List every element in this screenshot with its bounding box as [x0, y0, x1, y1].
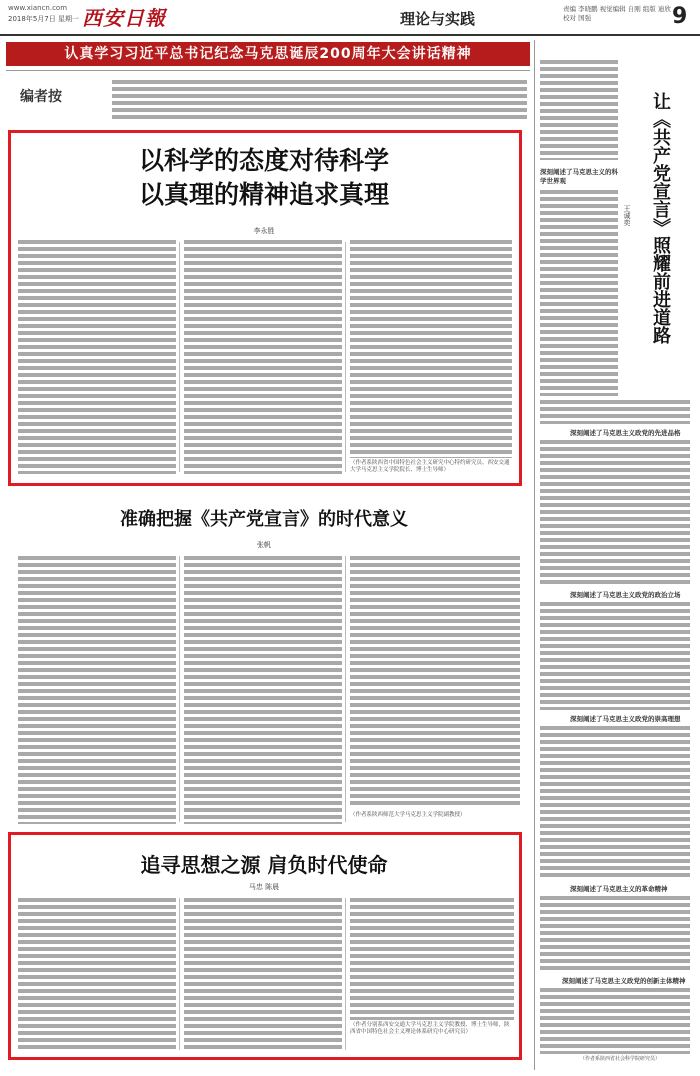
article-1-col-sep [345, 242, 346, 472]
sidebar-text-1 [540, 190, 618, 396]
sidebar-text-top [540, 60, 618, 160]
article-1-col-2 [184, 240, 342, 474]
column-divider [534, 40, 535, 1070]
sidebar-text-2 [540, 440, 690, 586]
sidebar-text-6 [540, 988, 690, 1054]
article-2-col-3 [350, 556, 520, 808]
article-2-col-1 [18, 556, 176, 824]
article-3-author-note: （作者分别系西安交通大学马克思主义学院教授、博士生导师，陕西省中国特色社会主义理论体系研究中心研究员） [350, 1022, 510, 1035]
article-1-col-3 [350, 240, 512, 458]
article-3-author: 马忠 陈晨 [248, 883, 280, 891]
article-2-author-note: （作者系陕西师范大学马克思主义学院副教授） [350, 812, 466, 818]
topic-banner: 认真学习习近平总书记纪念马克思诞辰200周年大会讲话精神 [6, 42, 530, 66]
newspaper-logo: 西安日報 [82, 6, 166, 30]
article-1-col-sep [179, 242, 180, 472]
article-2-author: 张帆 [257, 541, 271, 549]
sidebar-text-4 [540, 726, 690, 880]
editor-note-text [112, 80, 527, 122]
sidebar-subhead-6: 深刻阐述了马克思主义政党的创新主体精神 [562, 977, 686, 985]
site-url[interactable]: www.xiancn.com [8, 4, 68, 12]
sidebar-title: 让《共产党宣言》照耀前进道路 [650, 92, 671, 344]
sidebar-text-1b [540, 400, 690, 424]
article-2-col-sep [179, 556, 180, 822]
article-3-col-2 [184, 898, 342, 1052]
article-2-title: 准确把握《共产党宣言》的时代意义 [120, 509, 408, 530]
article-3-col-1 [18, 898, 176, 1052]
issue-date: 2018年5月7日 星期一 [8, 15, 79, 23]
editor-note-label: 编者按 [20, 89, 62, 105]
sidebar-author: 王诚奕 [623, 205, 631, 226]
editors-credit: 责编 李晓鹏 视觉编辑 自刚 组版 迪欣 校对 国强 [563, 5, 671, 22]
section-title: 理论与实践 [400, 10, 476, 28]
article-3-col-sep [345, 898, 346, 1050]
sidebar-text-3 [540, 602, 690, 710]
sidebar-subhead-4: 深刻阐述了马克思主义政党的崇高理想 [570, 715, 681, 723]
banner-rule [6, 70, 530, 71]
article-1-author-note: （作者系陕西省中国特色社会主义研究中心特约研究员、西安交通大学马克思主义学院院长、博士生导师） [350, 460, 510, 473]
header-rule [0, 34, 700, 36]
sidebar-text-5 [540, 896, 690, 972]
sidebar-author-note: （作者系陕西省社会科学院研究员） [580, 1056, 661, 1062]
article-2-col-2 [184, 556, 342, 824]
page-number: 9 [672, 4, 688, 29]
article-1-col-1 [18, 240, 176, 474]
article-3-title: 追寻思想之源 肩负时代使命 [140, 853, 388, 877]
article-1-title-line-1: 以科学的态度对待科学 [138, 146, 389, 175]
sidebar-subhead-3: 深刻阐述了马克思主义政党的政治立场 [570, 591, 681, 599]
article-1-title-line-2: 以真理的精神追求真理 [138, 180, 389, 209]
sidebar-subhead-5: 深刻阐述了马克思主义的革命精神 [570, 885, 668, 893]
sidebar-subhead-2: 深刻阐述了马克思主义政党的先进品格 [570, 429, 681, 437]
page-header [0, 0, 700, 34]
article-2-col-sep [345, 556, 346, 822]
sidebar-subhead-1: 深刻阐述了马克思主义的科学世界观 [540, 168, 618, 185]
article-3-col-3 [350, 898, 514, 1020]
article-3-col-sep [179, 898, 180, 1050]
article-1-author: 李永胜 [253, 227, 275, 235]
